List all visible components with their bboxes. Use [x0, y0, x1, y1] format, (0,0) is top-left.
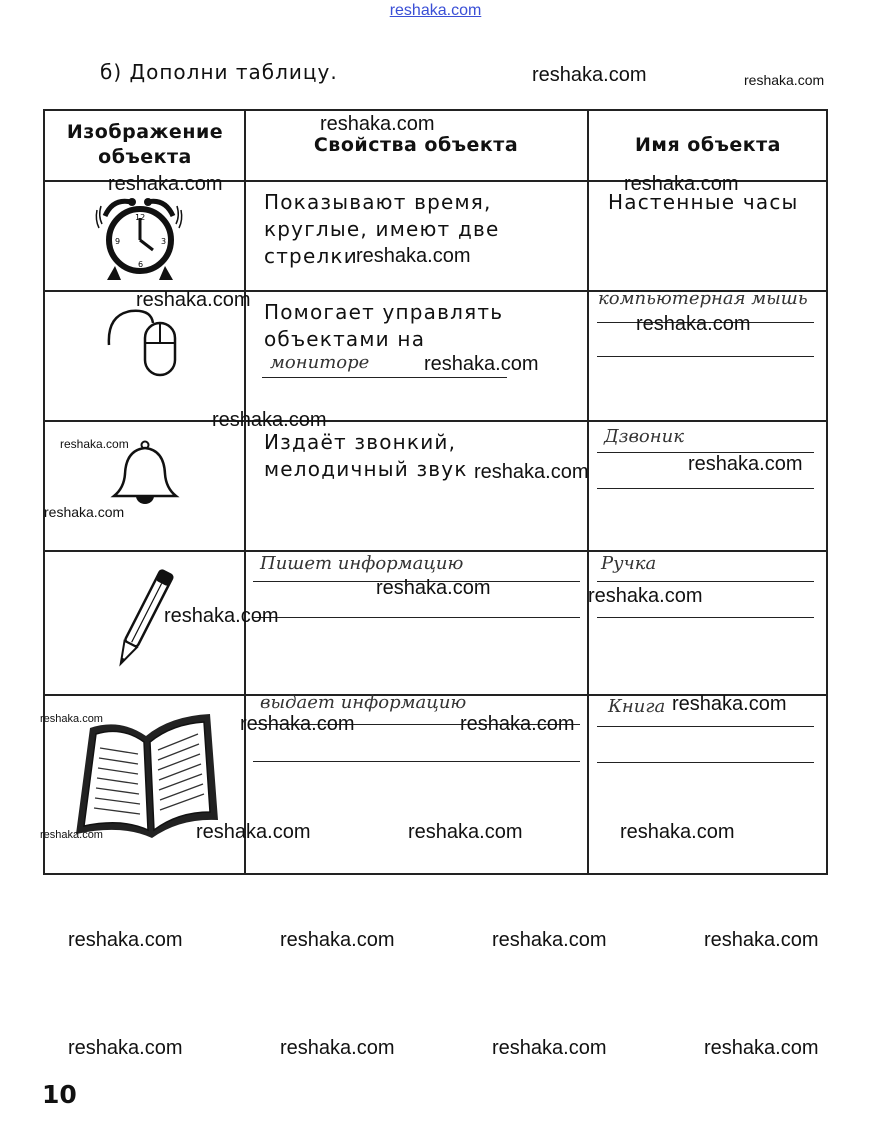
watermark: reshaka.com [636, 313, 751, 335]
watermark: reshaka.com [704, 1037, 819, 1059]
computer-mouse-icon [105, 305, 180, 377]
watermark: reshaka.com [240, 713, 355, 735]
svg-text:6: 6 [138, 260, 144, 269]
watermark: reshaka.com [474, 461, 589, 483]
answer-line [597, 581, 814, 582]
watermark: reshaka.com [212, 409, 327, 431]
row5-properties-answer: выдает информацию [260, 692, 467, 713]
watermark: reshaka.com [624, 173, 739, 195]
watermark: reshaka.com [620, 821, 735, 843]
svg-text:12: 12 [135, 213, 146, 222]
table-border-right [826, 109, 828, 875]
watermark: reshaka.com [376, 577, 491, 599]
watermark: reshaka.com [460, 713, 575, 735]
watermark: reshaka.com [44, 504, 125, 520]
answer-line [262, 377, 507, 378]
row-divider [43, 550, 828, 552]
watermark: reshaka.com [40, 713, 103, 725]
svg-text:9: 9 [115, 237, 121, 246]
watermark: reshaka.com [688, 453, 803, 475]
watermark: reshaka.com [588, 585, 703, 607]
row-divider [43, 420, 828, 422]
watermark: reshaka.com [492, 1037, 607, 1059]
watermark: reshaka.com [744, 72, 825, 88]
row5-name-answer: Книга [608, 696, 666, 717]
row3-name-answer: Дзвоник [604, 426, 684, 447]
watermark: reshaka.com [196, 821, 311, 843]
row2-properties: Помогает управлять объектами на [264, 300, 504, 351]
row4-properties-answer: Пишет информацию [260, 553, 464, 574]
watermark: reshaka.com [356, 245, 471, 267]
watermark: reshaka.com [408, 821, 523, 843]
header-properties: Свойства объекта [313, 134, 519, 156]
answer-line [597, 488, 814, 489]
watermark: reshaka.com [492, 929, 607, 951]
row2-properties-answer: мониторе [270, 352, 370, 373]
answer-line [597, 356, 814, 357]
watermark: reshaka.com [532, 64, 647, 86]
watermark: reshaka.com [164, 605, 279, 627]
watermark: reshaka.com [68, 929, 183, 951]
column-divider [587, 109, 589, 875]
site-link[interactable]: reshaka.com [389, 2, 482, 19]
row1-name: Настенные часы [608, 190, 799, 214]
watermark: reshaka.com [108, 173, 223, 195]
watermark: reshaka.com [60, 437, 129, 451]
table-border-left [43, 109, 45, 875]
answer-line [253, 761, 580, 762]
row2-name-answer: компьютерная мышь [598, 288, 808, 309]
svg-text:3: 3 [161, 237, 167, 246]
answer-line [597, 762, 814, 763]
row3-properties: Издаёт звонкий, мелодичный звук [264, 430, 468, 481]
header-name: Имя объекта [635, 134, 781, 156]
alarm-clock-icon [95, 190, 185, 282]
watermark: reshaka.com [280, 929, 395, 951]
row4-name-answer: Ручка [601, 553, 657, 574]
task-title: б) Дополни таблицу. [100, 60, 338, 84]
answer-line [597, 726, 814, 727]
row1-properties: Показывают время, круглые, имеют две стрелки [264, 190, 500, 268]
watermark: reshaka.com [704, 929, 819, 951]
column-divider [244, 109, 246, 875]
answer-line [597, 617, 814, 618]
watermark: reshaka.com [280, 1037, 395, 1059]
watermark: reshaka.com [320, 113, 435, 135]
watermark: reshaka.com [68, 1037, 183, 1059]
watermark: reshaka.com [424, 353, 539, 375]
table-border-bottom [43, 873, 828, 875]
watermark: reshaka.com [672, 693, 787, 715]
table-border-top [43, 109, 828, 111]
page-number: 10 [42, 1080, 77, 1109]
watermark: reshaka.com [40, 829, 103, 841]
answer-line [253, 617, 580, 618]
header-image: Изображение объекта [66, 121, 224, 168]
watermark: reshaka.com [136, 289, 251, 311]
